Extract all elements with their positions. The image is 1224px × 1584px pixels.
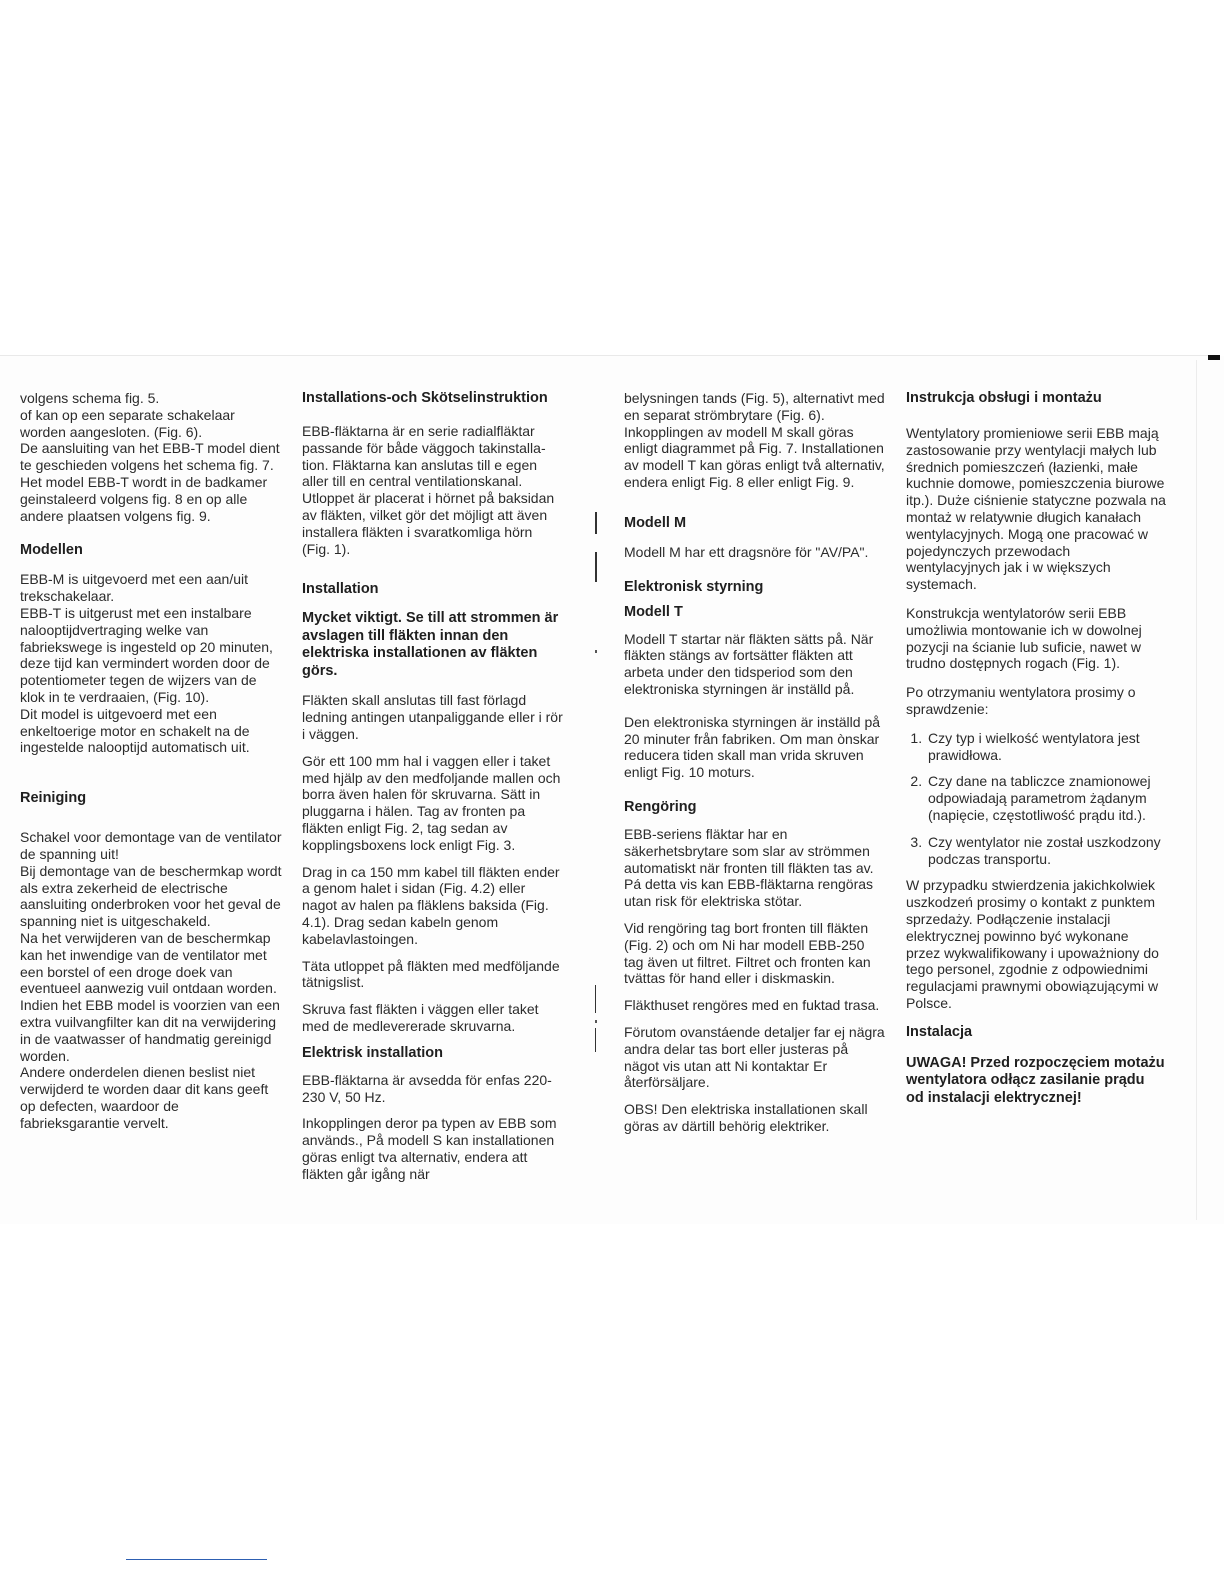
list-item: 3. Czy wentylator nie został uszkodzony podczas transportu. [926, 834, 1166, 868]
paragraph: Drag in ca 150 mm kabel till fläkten ender a genom halet i sidan (Fig. 4.2) eller nagot av halen pa fläklens baksida (Fig. 4.1). Drag sedan kabeln genom kabelavlastoingen. [302, 863, 560, 947]
paragraph: Konstrukcja wentylatorów serii EBB umożliwia montowanie ich w dowolnej pozycji na ścianie lub suficie, nawet w trudno dostępnych rogach (Fig. 1). [906, 604, 1142, 672]
paragraph: Modell M har ett dragsnöre för "AV/PA". [624, 543, 869, 560]
paragraph: Skruva fast fläkten i väggen eller taket med de medlevererade skruvarna. [302, 1001, 539, 1034]
section-heading-modell-m: Modell M [624, 514, 687, 531]
paragraph: EBB-seriens fläktar har en säkerhetsbrytare som slar av strömmen automatiskt när fronten till fläkten tas av. Pá detta vis kan EBB-fläktarna rengöras utan risk för elektriska stötar. [624, 825, 874, 910]
paragraph: Fläkthuset rengöres med en fuktad trasa. [624, 997, 880, 1014]
fold-mark [595, 512, 597, 534]
fold-mark [595, 985, 596, 1013]
column-swedish-1 [302, 390, 564, 1193]
section-heading-modellen: Modellen [20, 542, 83, 559]
paragraph: EBB-M is uitgevoerd met een aan/uit trekschakelaar. EBB-T is uitgerust met een instalbare nalooptijdvertraging welke van fabriekswege is ingesteld op 20 minuten, deze tijd kan vermindert worden door de potentiometer tegen de wijzers van de klok in te verdraaien, (Fig. 10). Dit model is uitgevoerd met een enkeltoerige motor en schakelt na de ingestelde nalooptijd automatisch uit. [20, 571, 273, 756]
paragraph: belysningen tands (Fig. 5), alternativt med en separat strömbrytare (Fig. 6). Inkopplingen av modell M skall göras enligt diagrammet på Fig. 7. Installationen av modell T kan göras enligt två alternativ, endera enligt Fig. 8 eller enligt Fig. 9. [624, 390, 885, 490]
band-top-edge [0, 355, 1212, 356]
fold-mark [595, 552, 597, 582]
paragraph: Po otrzymaniu wentylatora prosimy o sprawdzenie: [906, 684, 1136, 717]
fold-mark [595, 650, 597, 653]
paragraph: EBB-fläktarna är avsedda för enfas 220-230 V, 50 Hz. [302, 1071, 552, 1105]
warning-text: UWAGA! Przed rozpoczęciem motażu wentylatora odłącz zasilanie prądu od instalacji elektrycznej! [906, 1054, 1165, 1106]
paragraph: Wentylatory promieniowe serii EBB mają zastosowanie przy wentylacji małych lub średnich pomieszczeń (łazienki, małe kuchnie domowe, pomieszczenia biurowe itp.). Duże ciśnienie statyczne pozwala na montaż w relatywnie długich kanałach wentylacyjnych. Mogą one pracować w pojedynczych przewodach wentylacyjnych jak i w większych systemach. [906, 425, 1166, 593]
list-item: 1. Czy typ i wielkość wentylatora jest prawidłowa. [926, 730, 1166, 764]
paragraph: Förutom ovanstáende detaljer far ej nägra andra delar tas bort eller justeras på nägot vis utan att Ni kontaktar Er återförsäljare. [624, 1023, 885, 1091]
paragraph: Den elektroniska styrningen är inställd på 20 minuter från fabriken. Om man ònskar reducera tiden skall man vrida skruven enligt Fig. 10 moturs. [624, 713, 881, 781]
paragraph: Täta utloppet på fläkten med medföljande tätnigslist. [302, 957, 560, 991]
section-heading-installation: Installation [302, 581, 379, 598]
section-heading-instrukcja: Instrukcja obsługi i montażu [906, 390, 1102, 406]
paragraph: W przypadku stwierdzenia jakichkolwiek uszkodzeń prosimy o kontakt z punktem sprzedaży. Podłączenie instalacji elektrycznej powinno być wykonane przez wykwalifikowany i upoważniony do tego personel, zgodnie z odpowiednimi regulacjami prawnymi obowiązującymi w Polsce. [906, 877, 1159, 1011]
section-heading-modell-t: Modell T [624, 603, 683, 620]
fold-mark [595, 1020, 597, 1023]
paragraph: Gör ett 100 mm hal i vaggen eller i taket med hjälp av den medfoljande mallen och borra även halen för skruvarna. Sätt in pluggarna i hälen. Tag av fronten pa fläkten enligt Fig. 2, tag sedan av kopplingsboxens lock enligt Fig. 3. [302, 752, 561, 853]
section-heading-instalacja: Instalacja [906, 1023, 973, 1040]
warning-text: Mycket viktigt. Se till att strommen är avslagen till fläkten innan den elektriska installationen av fläkten görs. [302, 610, 559, 679]
section-heading-elektrisk-installation: Elektrisk installation [302, 1044, 444, 1061]
paragraph: Schakel voor demontage van de ventilator de spanning uit! Bij demontage van de beschermkap wordt als extra zekerheid de electrische aansluiting onderbroken voor het geval de spanning niet is uitgeschakeld. Na het verwijderen van de beschermkap kan het inwendige van de ventilator met een borstel of een droge doek van eventueel aanwezig vuil ontdaan worden. Indien het EBB model is voorzien van een extra vuilvangfilter kan dit na verwijdering in de vaatwasser of handmatig gereinigd worden. Andere onderdelen dienen beslist niet verwijderd te worden daar dit kans geeft op defecten, waardoor de fabrieksgarantie vervelt. [20, 829, 282, 1131]
corner-mark [1208, 355, 1220, 360]
section-heading-installations-instruktion: Installations-och Skötselinstruktion [302, 390, 548, 406]
section-heading-rengoring: Rengöring [624, 798, 697, 815]
paragraph: OBS! Den elektriska installationen skall göras av därtill behörig elektriker. [624, 1101, 868, 1134]
column-dutch [20, 390, 282, 1141]
paragraph: Inkopplingen deror pa typen av EBB som används., På modell S kan installationen göras enligt tva alternativ, endera att fläkten går igång när [302, 1115, 557, 1182]
list-item: 2. Czy dane na tabliczce znamionowej odpowiadają parametrom żądanym (napięcie, częstotliwość prądu itd.). [926, 773, 1166, 823]
fold-mark [595, 1028, 596, 1052]
band-right-edge [1196, 360, 1197, 1220]
column-polish [906, 390, 1166, 1119]
section-heading-reiniging: Reiniging [20, 790, 87, 807]
section-heading-elektronisk-styrning: Elektronisk styrning [624, 578, 764, 595]
bottom-rule [126, 1559, 267, 1560]
paragraph: Vid rengöring tag bort fronten till fläkten (Fig. 2) och om Ni har modell EBB-250 tag även ut filtret. Filtret och fronten kan tvättas för hand eller i diskmaskin. [624, 919, 871, 987]
check-list [906, 730, 1166, 868]
paragraph: Fläkten skall anslutas till fast förlagd ledning antingen utanpaliggande eller i rör i väggen. [302, 692, 563, 742]
paragraph: volgens schema fig. 5. of kan op een separate schakelaar worden aangesloten. (Fig. 6). De aansluiting van het EBB-T model dient te geschieden volgens het schema fig. 7. Het model EBB-T wordt in de badkamer geinstaleerd volgens fig. 8 en op alle andere plaatsen volgens fig. 9. [20, 390, 280, 524]
paragraph: Modell T startar när fläkten sätts på. När fläkten stängs av fortsätter fläkten att arbeta under den tidsperiod som den elektroniska styrningen är inställd på. [624, 630, 874, 697]
paragraph: EBB-fläktarna är en serie radialfläktar passande för både väggoch takinstalla-tion. Fläktarna kan anslutas till e egen aller till en central ventilationskanal. Utloppet är placerat i hörnet på baksidan av fläkten, vilket gör det möjligt att även installera fläkten i svaratkomliga hörn (Fig. 1). [302, 423, 555, 557]
column-swedish-2 [624, 390, 886, 1145]
